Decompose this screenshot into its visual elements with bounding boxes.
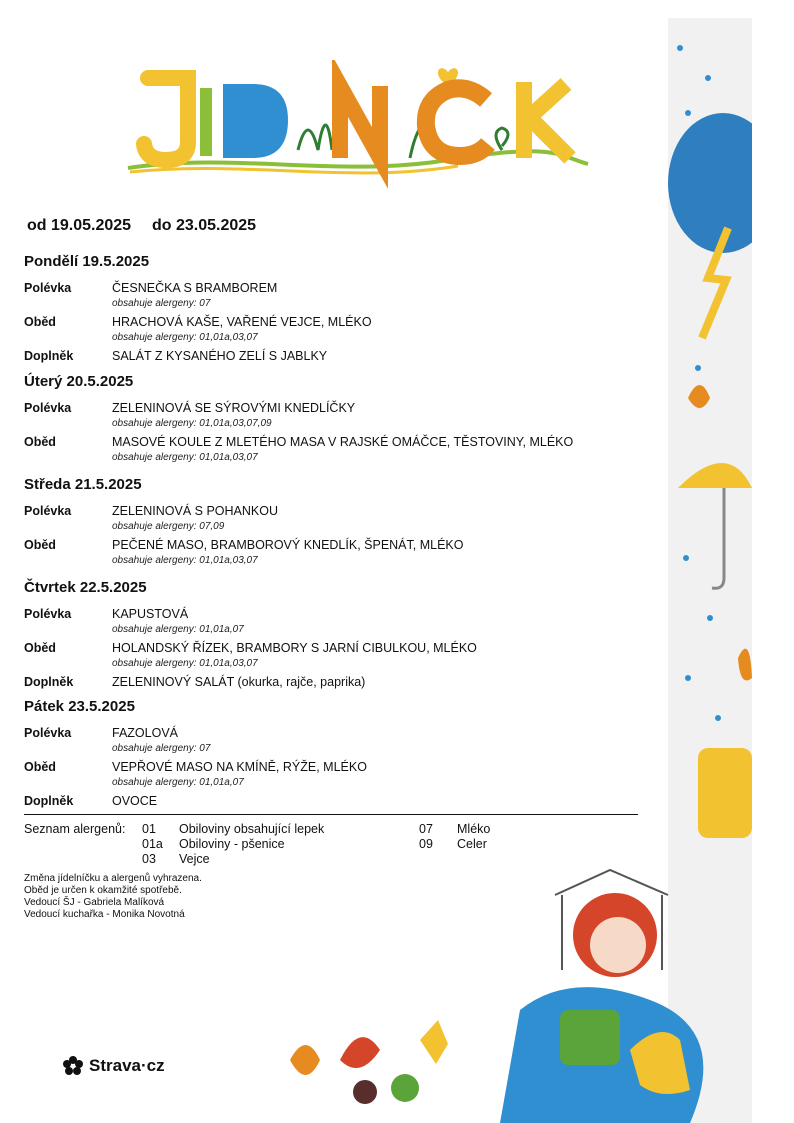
meal-allergens: obsahuje alergeny: 01,01a,03,07: [112, 658, 258, 669]
meal-allergens: obsahuje alergeny: 01,01a,03,07: [112, 555, 258, 566]
allergen-list-label: Seznam alergenů:: [24, 822, 126, 836]
girl-reading-illustration: [270, 860, 752, 1123]
meal-name: ZELENINOVÁ SE SÝROVÝMI KNEDLÍČKY: [112, 401, 356, 415]
divider: [24, 814, 638, 815]
meal-label: Polévka: [24, 726, 72, 740]
meal-allergens: obsahuje alergeny: 07: [112, 298, 211, 309]
title-illustration: [118, 60, 598, 190]
meal-name: ZELENINOVÝ SALÁT (okurka, rajče, paprika): [112, 675, 366, 689]
meal-allergens: obsahuje alergeny: 01,01a,03,07,09: [112, 418, 272, 429]
meal-name: SALÁT Z KYSANÉHO ZELÍ S JABLKY: [112, 349, 328, 363]
meal-label: Doplněk: [24, 349, 74, 363]
allergen-code: 03: [142, 852, 156, 866]
day-heading: Pondělí 19.5.2025: [24, 253, 150, 270]
date-to: do 23.05.2025: [152, 217, 257, 234]
meal-name: ZELENINOVÁ S POHANKOU: [112, 504, 279, 518]
meal-label: Doplněk: [24, 794, 74, 808]
note-line: Vedoucí ŠJ - Gabriela Malíková: [24, 897, 165, 908]
meal-name: PEČENÉ MASO, BRAMBOROVÝ KNEDLÍK, ŠPENÁT, MLÉKO: [112, 538, 464, 552]
note-line: Změna jídelníčku a alergenů vyhrazena.: [24, 873, 202, 884]
meal-allergens: obsahuje alergeny: 01,01a,03,07: [112, 452, 258, 463]
meal-label: Oběd: [24, 760, 56, 774]
meal-label: Oběd: [24, 538, 56, 552]
meal-name: KAPUSTOVÁ: [112, 607, 189, 621]
note-line: Oběd je určen k okamžité spotřebě.: [24, 885, 182, 896]
meal-allergens: obsahuje alergeny: 07,09: [112, 521, 225, 532]
meal-name: OVOCE: [112, 794, 158, 808]
meal-label: Polévka: [24, 281, 72, 295]
day-heading: Středa 21.5.2025: [24, 476, 142, 493]
meal-name: ČESNEČKA S BRAMBOREM: [112, 281, 278, 295]
allergen-name: Celer: [457, 837, 487, 851]
meal-allergens: obsahuje alergeny: 07: [112, 743, 211, 754]
strava-logo: [63, 1056, 165, 1076]
day-heading: Úterý 20.5.2025: [24, 373, 134, 390]
allergen-name: Vejce: [179, 852, 210, 866]
allergen-name: Obiloviny - pšenice: [179, 837, 285, 851]
meal-label: Oběd: [24, 435, 56, 449]
meal-label: Polévka: [24, 504, 72, 518]
meal-allergens: obsahuje alergeny: 01,01a,07: [112, 777, 244, 788]
meal-label: Doplněk: [24, 675, 74, 689]
allergen-name: Mléko: [457, 822, 491, 836]
meal-name: FAZOLOVÁ: [112, 726, 178, 740]
meal-label: Oběd: [24, 641, 56, 655]
allergen-code: 01: [142, 822, 156, 836]
meal-label: Polévka: [24, 401, 72, 415]
day-heading: Čtvrtek 22.5.2025: [24, 579, 147, 596]
meal-label: Polévka: [24, 607, 72, 621]
meal-name: MASOVÉ KOULE Z MLETÉHO MASA V RAJSKÉ OMÁČCE, TĚSTOVINY, MLÉKO: [112, 435, 574, 449]
allergen-code: 01a: [142, 837, 163, 851]
meal-allergens: obsahuje alergeny: 01,01a,07: [112, 624, 244, 635]
meal-name: VEPŘOVÉ MASO NA KMÍNĚ, RÝŽE, MLÉKO: [112, 760, 367, 774]
note-line: Vedoucí kuchařka - Monika Novotná: [24, 909, 185, 920]
allergen-code: 07: [419, 822, 433, 836]
brand-name: Strava·cz: [89, 1056, 165, 1075]
meal-name: HOLANDSKÝ ŘÍZEK, BRAMBORY S JARNÍ CIBULKOU, MLÉKO: [112, 641, 477, 655]
meal-name: HRACHOVÁ KAŠE, VAŘENÉ VEJCE, MLÉKO: [112, 315, 372, 329]
date-from: od 19.05.2025: [27, 217, 132, 234]
day-heading: Pátek 23.5.2025: [24, 698, 135, 715]
flower-logo-icon: [63, 1056, 83, 1076]
meal-label: Oběd: [24, 315, 56, 329]
allergen-name: Obiloviny obsahující lepek: [179, 822, 325, 836]
allergen-code: 09: [419, 837, 433, 851]
meal-allergens: obsahuje alergeny: 01,01a,03,07: [112, 332, 258, 343]
